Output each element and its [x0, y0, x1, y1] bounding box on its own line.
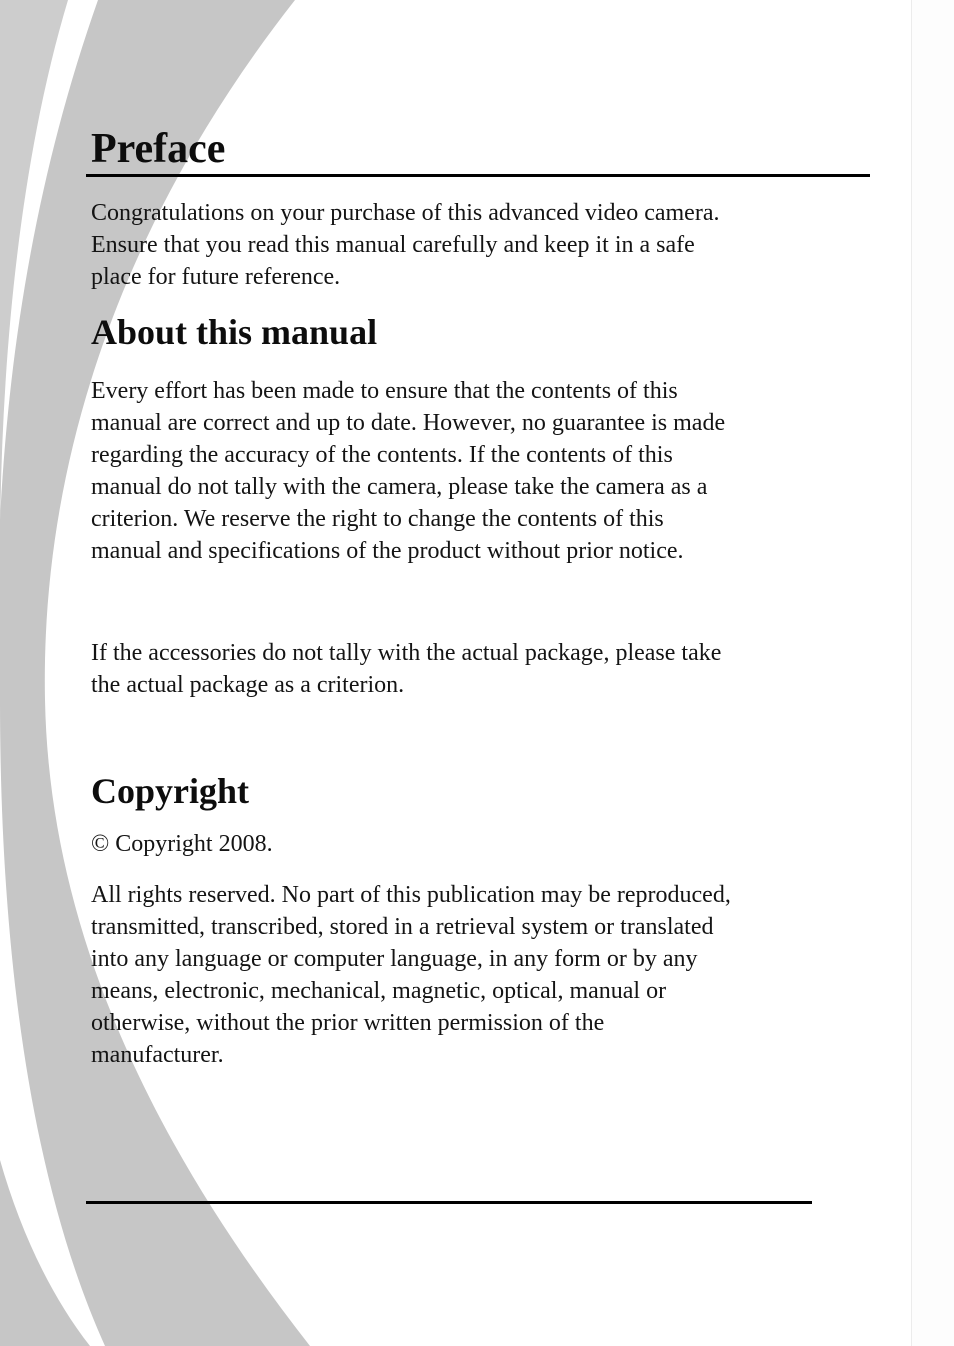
page-right-margin — [911, 0, 954, 1346]
title-underline — [86, 174, 870, 177]
page-title: Preface — [91, 126, 226, 172]
copyright-heading: Copyright — [91, 771, 250, 811]
preface-intro-paragraph: Congratulations on your purchase of this advanced video camera. Ensure that you read this manual carefully and keep it in a safe place for future reference. — [91, 200, 720, 290]
about-manual-heading: About this manual — [91, 312, 378, 352]
footer-rule — [86, 1201, 812, 1204]
accessories-paragraph: If the accessories do not tally with the actual package, please take the actual package as a criterion. — [91, 640, 722, 698]
about-manual-paragraph: Every effort has been made to ensure that the contents of this manual are correct and up to date. However, no guarantee is made regarding the accuracy of the contents. If the contents of this manual do not tally with the camera, please take the camera as a criterion. We reserve the right to change the contents of this manual and specifications of the product without prior notice. — [91, 378, 726, 564]
copyright-paragraph: All rights reserved. No part of this publication may be reproduced, transmitted, transcribed, stored in a retrieval system or translated into any language or computer language, in any form or by any means, electronic, mechanical, magnetic, optical, manual or otherwise, without the prior written permission of the manufacturer. — [91, 882, 731, 1068]
copyright-notice: © Copyright 2008. — [91, 831, 273, 857]
